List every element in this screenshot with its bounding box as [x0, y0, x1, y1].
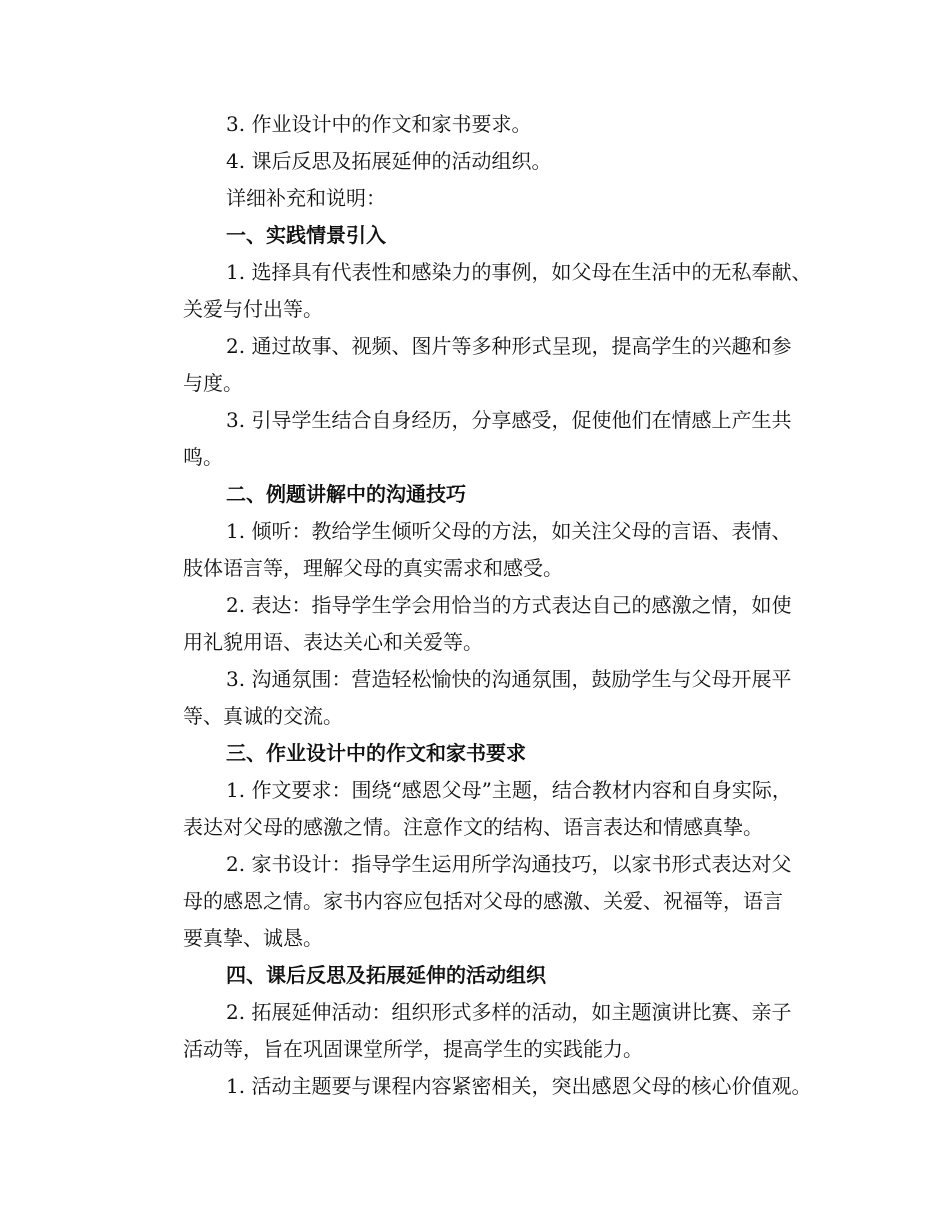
text-line: 表达对父母的感激之情。注意作文的结构、语言表达和情感真挚。: [183, 815, 763, 839]
paragraph: [140, 846, 830, 957]
text-line: 1. 作文要求：围绕“感恩父母”主题，结合教材内容和自身实际，: [226, 778, 792, 802]
document-body: [140, 106, 830, 1105]
text-line: 母的感恩之情。家书内容应包括对父母的感激、关爱、祝福等，语言: [183, 889, 783, 913]
paragraph: [140, 772, 830, 846]
text-line: 活动等，旨在巩固课堂所学，提高学生的实践能力。: [183, 1037, 643, 1061]
paragraph: [140, 402, 830, 476]
paragraph: [140, 328, 830, 402]
text-line: 2. 表达：指导学生学会用恰当的方式表达自己的感激之情，如使: [226, 593, 792, 617]
text-line: 鸣。: [183, 445, 223, 469]
paragraph: [140, 143, 830, 180]
heading-text: 二、例题讲解中的沟通技巧: [226, 482, 466, 506]
section-heading: [140, 217, 830, 254]
text-line: 2. 家书设计：指导学生运用所学沟通技巧，以家书形式表达对父: [226, 852, 792, 876]
text-line: 3. 作业设计中的作文和家书要求。: [226, 112, 532, 136]
text-line: 2. 拓展延伸活动：组织形式多样的活动，如主题演讲比赛、亲子: [226, 1000, 792, 1024]
section-heading: [140, 476, 830, 513]
text-line: 1. 倾听：教给学生倾听父母的方法，如关注父母的言语、表情、: [226, 519, 792, 543]
text-line: 肢体语言等，理解父母的真实需求和感受。: [183, 556, 563, 580]
heading-text: 四、课后反思及拓展延伸的活动组织: [226, 963, 546, 987]
text-line: 3. 沟通氛围：营造轻松愉快的沟通氛围，鼓励学生与父母开展平: [226, 667, 792, 691]
text-line: 1. 选择具有代表性和感染力的事例，如父母在生活中的无私奉献、: [226, 260, 812, 284]
paragraph: [140, 661, 830, 735]
section-heading: [140, 735, 830, 772]
text-line: 3. 引导学生结合自身经历，分享感受，促使他们在情感上产生共: [226, 408, 792, 432]
text-line: 与度。: [183, 371, 243, 395]
paragraph: [140, 513, 830, 587]
section-heading: [140, 957, 830, 994]
paragraph: [140, 1068, 830, 1105]
paragraph: [140, 994, 830, 1068]
paragraph: [140, 587, 830, 661]
text-line: 4. 课后反思及拓展延伸的活动组织。: [226, 149, 552, 173]
text-line: 要真挚、诚恳。: [183, 926, 323, 950]
paragraph: [140, 180, 830, 217]
text-line: 等、真诚的交流。: [183, 704, 343, 728]
heading-text: 一、实践情景引入: [226, 223, 386, 247]
heading-text: 三、作业设计中的作文和家书要求: [226, 741, 526, 765]
text-line: 1. 活动主题要与课程内容紧密相关，突出感恩父母的核心价值观。: [226, 1074, 812, 1098]
paragraph: [140, 106, 830, 143]
text-line: 用礼貌用语、表达关心和关爱等。: [183, 630, 483, 654]
text-line: 关爱与付出等。: [183, 297, 323, 321]
text-line: 2. 通过故事、视频、图片等多种形式呈现，提高学生的兴趣和参: [226, 334, 792, 358]
paragraph: [140, 254, 830, 328]
text-line: 详细补充和说明：: [226, 186, 386, 210]
